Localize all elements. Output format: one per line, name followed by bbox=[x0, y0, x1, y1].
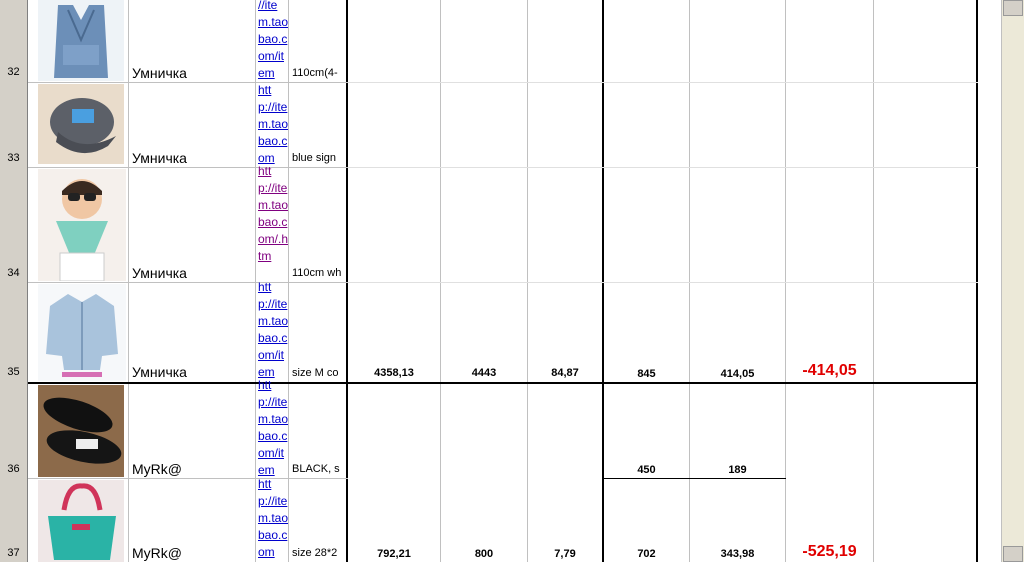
balance-cell[interactable]: -525,19 bbox=[802, 543, 857, 560]
scroll-down-button[interactable] bbox=[1003, 546, 1023, 562]
product-link[interactable]: http://item.taobao.com bbox=[258, 83, 288, 165]
row-number[interactable]: 36 bbox=[7, 463, 20, 475]
row-number[interactable]: 32 bbox=[7, 66, 20, 78]
row-header-column bbox=[0, 0, 28, 562]
grid-line bbox=[527, 0, 528, 562]
row-number[interactable]: 35 bbox=[7, 366, 20, 378]
weight-cell[interactable]: 702 bbox=[637, 548, 656, 560]
product-image-kid-bib[interactable] bbox=[38, 169, 126, 281]
shipping-cell[interactable]: 343,98 bbox=[720, 548, 755, 560]
grid-line bbox=[28, 282, 348, 283]
product-description: 110cm wh bbox=[292, 267, 342, 279]
product-description: blue sign bbox=[292, 152, 337, 164]
shipping-cell[interactable]: 414,05 bbox=[720, 368, 755, 380]
weight-cell[interactable]: 845 bbox=[637, 368, 656, 380]
total-cell[interactable]: 4358,13 bbox=[374, 367, 414, 379]
grid-line bbox=[348, 82, 978, 83]
product-description: 110cm(4- bbox=[292, 67, 338, 79]
row-number[interactable]: 37 bbox=[7, 547, 20, 559]
product-link[interactable]: http://item.taobao.com/.htm bbox=[258, 164, 288, 263]
product-image-denim-vest[interactable] bbox=[38, 0, 124, 81]
border-line bbox=[976, 0, 978, 562]
row-number[interactable]: 34 bbox=[7, 267, 20, 279]
product-link[interactable]: http://item.taobao.com/item bbox=[258, 378, 288, 477]
fee-cell[interactable]: 7,79 bbox=[554, 548, 576, 560]
weight-cell[interactable]: 450 bbox=[637, 464, 656, 476]
product-description: BLACK, s bbox=[292, 463, 340, 475]
product-link[interactable]: http://item.taobao.com/item bbox=[258, 280, 288, 379]
vertical-scrollbar[interactable] bbox=[1001, 0, 1024, 562]
balance-cell[interactable]: -414,05 bbox=[802, 362, 857, 379]
seller-name: MyRk@ bbox=[132, 461, 182, 477]
grid-line bbox=[348, 282, 978, 283]
seller-name: Умничка bbox=[132, 65, 187, 81]
grid-line bbox=[440, 0, 441, 562]
paid-cell[interactable]: 800 bbox=[474, 548, 494, 560]
paid-cell[interactable]: 4443 bbox=[471, 367, 497, 379]
seller-name: Умничка bbox=[132, 265, 187, 281]
product-image-loafers[interactable] bbox=[38, 385, 124, 477]
grid-line bbox=[28, 478, 348, 479]
seller-name: Умничка bbox=[132, 150, 187, 166]
product-link[interactable]: http://item.taobao.com bbox=[258, 477, 288, 559]
grid-line bbox=[873, 0, 874, 562]
fee-cell[interactable]: 84,87 bbox=[551, 367, 579, 379]
product-image-bag[interactable] bbox=[38, 480, 124, 562]
row-number[interactable]: 33 bbox=[7, 152, 20, 164]
product-description: size M co bbox=[292, 367, 339, 379]
grid-line bbox=[348, 167, 978, 168]
product-link[interactable]: //item.taobao.com/item bbox=[258, 0, 288, 80]
seller-name: Умничка bbox=[132, 364, 187, 380]
grid-line bbox=[602, 478, 786, 479]
shipping-cell[interactable]: 189 bbox=[728, 464, 747, 476]
product-image-denim-jacket[interactable] bbox=[38, 284, 126, 381]
group-border bbox=[28, 382, 978, 384]
seller-name: MyRk@ bbox=[132, 545, 182, 561]
total-cell[interactable]: 792,21 bbox=[377, 548, 411, 560]
scroll-up-button[interactable] bbox=[1003, 0, 1023, 16]
spreadsheet-grid[interactable] bbox=[28, 0, 978, 562]
grid-line bbox=[28, 167, 348, 168]
grid-line bbox=[28, 82, 348, 83]
product-image-cap[interactable] bbox=[38, 84, 124, 164]
product-description: size 28*2 bbox=[292, 547, 338, 559]
